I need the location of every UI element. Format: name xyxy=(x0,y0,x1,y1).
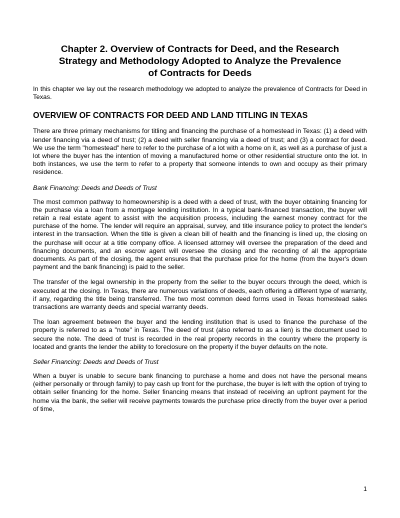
subsection-heading-bank-financing: Bank Financing: Deeds and Deeds of Trust xyxy=(33,184,157,192)
chapter-title: Chapter 2. Overview of Contracts for Deed, and the Research Strategy and Methodology Adopted to Analyze the Prevalence of Contracts for Deeds xyxy=(58,44,342,79)
seller-financing-paragraph: When a buyer is unable to secure bank financing to purchase a home and does not have the personal means (either personally or through family) to pay cash up front for the purchase, the buyer is left with the option of trying to obtain seller financing for the home. Seller financing means that instead of receiving an upfront payment for the home via the bank, the seller will receive payments towards the purchase price directly from the buyer over a period of time, xyxy=(33,373,367,413)
section-paragraph: There are three primary mechanisms for titling and financing the purchase of a homestead in Texas: (1) a deed with lender financing via a deed of trust; (2) a deed with seller financing via a deed of trust; and (3) a contract for deed. We use the term "homestead" here to refer to the purchase of a lot with a home on it, as well as a purchase of just a lot where the buyer has the intention of moving a manufactured home or other residential structure onto the lot. In both instances, we use the term to refer to a property that someone intends to own and occupy as their primary residence. xyxy=(33,128,367,177)
page-number: 1 xyxy=(363,486,367,493)
intro-paragraph: In this chapter we lay out the research methodology we adopted to analyze the prevalence of Contracts for Deed in Texas. xyxy=(33,86,367,102)
subsection-heading-seller-financing: Seller Financing: Deeds and Deeds of Trust xyxy=(33,359,159,367)
section-heading: OVERVIEW OF CONTRACTS FOR DEED AND LAND TITLING IN TEXAS xyxy=(33,111,308,121)
bank-financing-paragraph-3: The loan agreement between the buyer and the lending institution that is used to finance the purchase of the property is referred to as a "note" in Texas. The deed of trust (also referred to as a lien) is the document used to secure the note. The deed of trust is recorded in the real property records in the country where the property is located and grants the lender the ability to foreclosure on the property if the buyer defaults on the note. xyxy=(33,319,367,351)
bank-financing-paragraph-2: The transfer of the legal ownership in the property from the seller to the buyer occurs through the deed, which is executed at the closing. In Texas, there are numerous variations of deeds, each offering a different type of warranty, if any, regarding the title being transferred. The two most common deed forms used in Texas homestead sales transactions are warranty deeds and special warranty deeds. xyxy=(33,279,367,312)
bank-financing-paragraph-1: The most common pathway to homeownership is a deed with a deed of trust, with the buyer obtaining financing for the purchase via a loan from a mortgage lending institution. In a typical bank-financed transaction, the buyer will retain a real estate agent to assist with the acquisition process, including the earnest money contract for the purchase of the home. The lender will require an appraisal, survey, and title insurance policy to protect the lender's interest in the transaction. When the title is given a clean bill of health and the financing is lined up, the closing on the purchase will occur at a title company office. A licensed attorney will oversee the preparation of the deed and financing documents, and an escrow agent will oversee the closing and the recording of all the appropriate documents. As part of the closing, the agent ensures that the purchase price for the home (from the buyer's down payment and the bank financing) is paid to the seller. xyxy=(33,198,367,272)
